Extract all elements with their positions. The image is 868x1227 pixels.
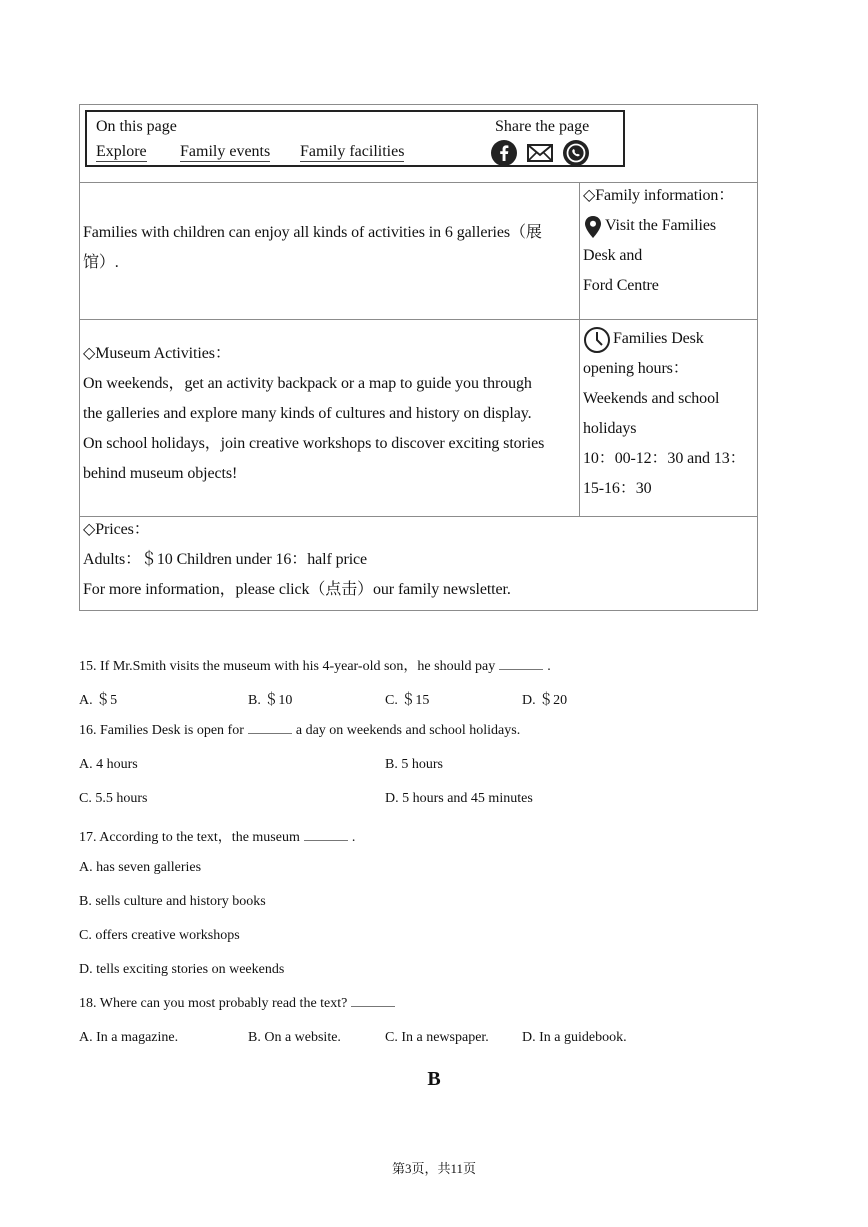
- clock-icon: [583, 326, 611, 354]
- answer-blank[interactable]: [351, 996, 395, 1007]
- prices-title: ◇Prices：: [83, 521, 150, 538]
- option-18-a[interactable]: A. In a magazine.: [79, 1030, 179, 1045]
- family-information-cell: [583, 181, 734, 301]
- question-stem-end: .: [547, 659, 551, 674]
- question-stem-end: a day on weekends and school holidays.: [295, 723, 521, 738]
- family-information-line: Desk and: [583, 247, 643, 264]
- museum-activities-title: ◇Museum Activities：: [83, 345, 231, 362]
- map-pin-icon: [583, 215, 603, 239]
- opening-hours-line: opening hours：: [583, 360, 689, 377]
- museum-activities-line: On school holidays，join creative workshops to discover exciting stories: [83, 435, 545, 452]
- email-icon[interactable]: [526, 139, 554, 167]
- museum-activities-line: the galleries and explore many kinds of cultures and history on display.: [83, 405, 532, 422]
- question-16: [79, 723, 520, 739]
- family-information-title: ◇Family information：: [583, 187, 735, 204]
- prices-cell: [83, 515, 511, 605]
- family-information-line: Ford Centre: [583, 277, 659, 294]
- option-15-a[interactable]: A. ＄5: [79, 693, 118, 708]
- share-the-page-label: Share the page: [495, 118, 590, 135]
- prices-line: Adults：＄10 Children under 16：half price: [83, 551, 368, 568]
- question-18: [79, 996, 399, 1012]
- row1-left-text: [83, 218, 542, 278]
- answer-blank[interactable]: [248, 723, 292, 734]
- nav-link-family-events[interactable]: Family events: [180, 143, 271, 160]
- question-stem: 15. If Mr.Smith visits the museum with his 4-year-old son，he should pay: [79, 659, 496, 674]
- table-column-divider: [579, 182, 580, 516]
- option-16-b[interactable]: B. 5 hours: [385, 757, 443, 772]
- share-icons: [490, 139, 590, 167]
- option-15-c[interactable]: C. ＄15: [385, 693, 430, 708]
- answer-blank[interactable]: [304, 830, 348, 841]
- option-17-d[interactable]: D. tells exciting stories on weekends: [79, 962, 285, 977]
- table-divider: [80, 319, 757, 320]
- on-this-page-label: On this page: [96, 118, 177, 135]
- option-16-d[interactable]: D. 5 hours and 45 minutes: [385, 791, 533, 806]
- option-15-b[interactable]: B. ＄10: [248, 693, 293, 708]
- museum-activities-line: behind museum objects!: [83, 465, 238, 482]
- museum-activities-cell: [83, 339, 544, 489]
- option-16-a[interactable]: A. 4 hours: [79, 757, 138, 772]
- prices-line: For more information，please click（点击）our family newsletter.: [83, 581, 511, 598]
- answer-blank[interactable]: [499, 659, 543, 670]
- page-footer: 第3页，共11页: [391, 1161, 477, 1176]
- opening-hours-line: Weekends and school: [583, 390, 720, 407]
- opening-hours-title: Families Desk: [613, 330, 704, 347]
- question-stem-end: .: [351, 830, 356, 845]
- option-15-d[interactable]: D. ＄20: [522, 693, 568, 708]
- option-17-a[interactable]: A. has seven galleries: [79, 860, 202, 875]
- family-information-line: [583, 211, 734, 241]
- question-17: [79, 826, 355, 846]
- opening-hours-line: 10：00-12：30 and 13：: [583, 450, 746, 467]
- page-nav-box: [85, 110, 625, 167]
- question-stem: 18. Where can you most probably read the text?: [79, 996, 348, 1011]
- question-stem: 16. Families Desk is open for: [79, 723, 244, 738]
- question-stem: 17. According to the text，the museum: [79, 830, 300, 845]
- facebook-icon[interactable]: [490, 139, 518, 167]
- option-18-c[interactable]: C. In a newspaper.: [385, 1030, 489, 1045]
- visit-families-text: Visit the Families: [605, 217, 717, 234]
- opening-hours-line: 15-16：30: [583, 480, 652, 497]
- section-b-heading: B: [427, 1068, 441, 1090]
- option-17-b[interactable]: B. sells culture and history books: [79, 894, 266, 909]
- row1-line: 馆）.: [83, 254, 119, 271]
- option-17-c[interactable]: C. offers creative workshops: [79, 928, 240, 943]
- option-18-d[interactable]: D. In a guidebook.: [522, 1030, 627, 1045]
- row1-line: Families with children can enjoy all kinds of activities in 6 galleries（展: [83, 224, 542, 241]
- opening-hours-cell: [583, 324, 746, 504]
- opening-hours-title-line: [583, 324, 746, 354]
- option-16-c[interactable]: C. 5.5 hours: [79, 791, 148, 806]
- question-15: [79, 655, 551, 675]
- museum-activities-line: On weekends，get an activity backpack or a map to guide you through: [83, 375, 532, 392]
- nav-link-explore[interactable]: Explore: [96, 143, 147, 160]
- museum-info-table: [79, 104, 758, 611]
- opening-hours-line: holidays: [583, 420, 637, 437]
- nav-link-family-facilities[interactable]: Family facilities: [300, 143, 405, 160]
- whatsapp-icon[interactable]: [562, 139, 590, 167]
- option-18-b[interactable]: B. On a website.: [248, 1030, 341, 1045]
